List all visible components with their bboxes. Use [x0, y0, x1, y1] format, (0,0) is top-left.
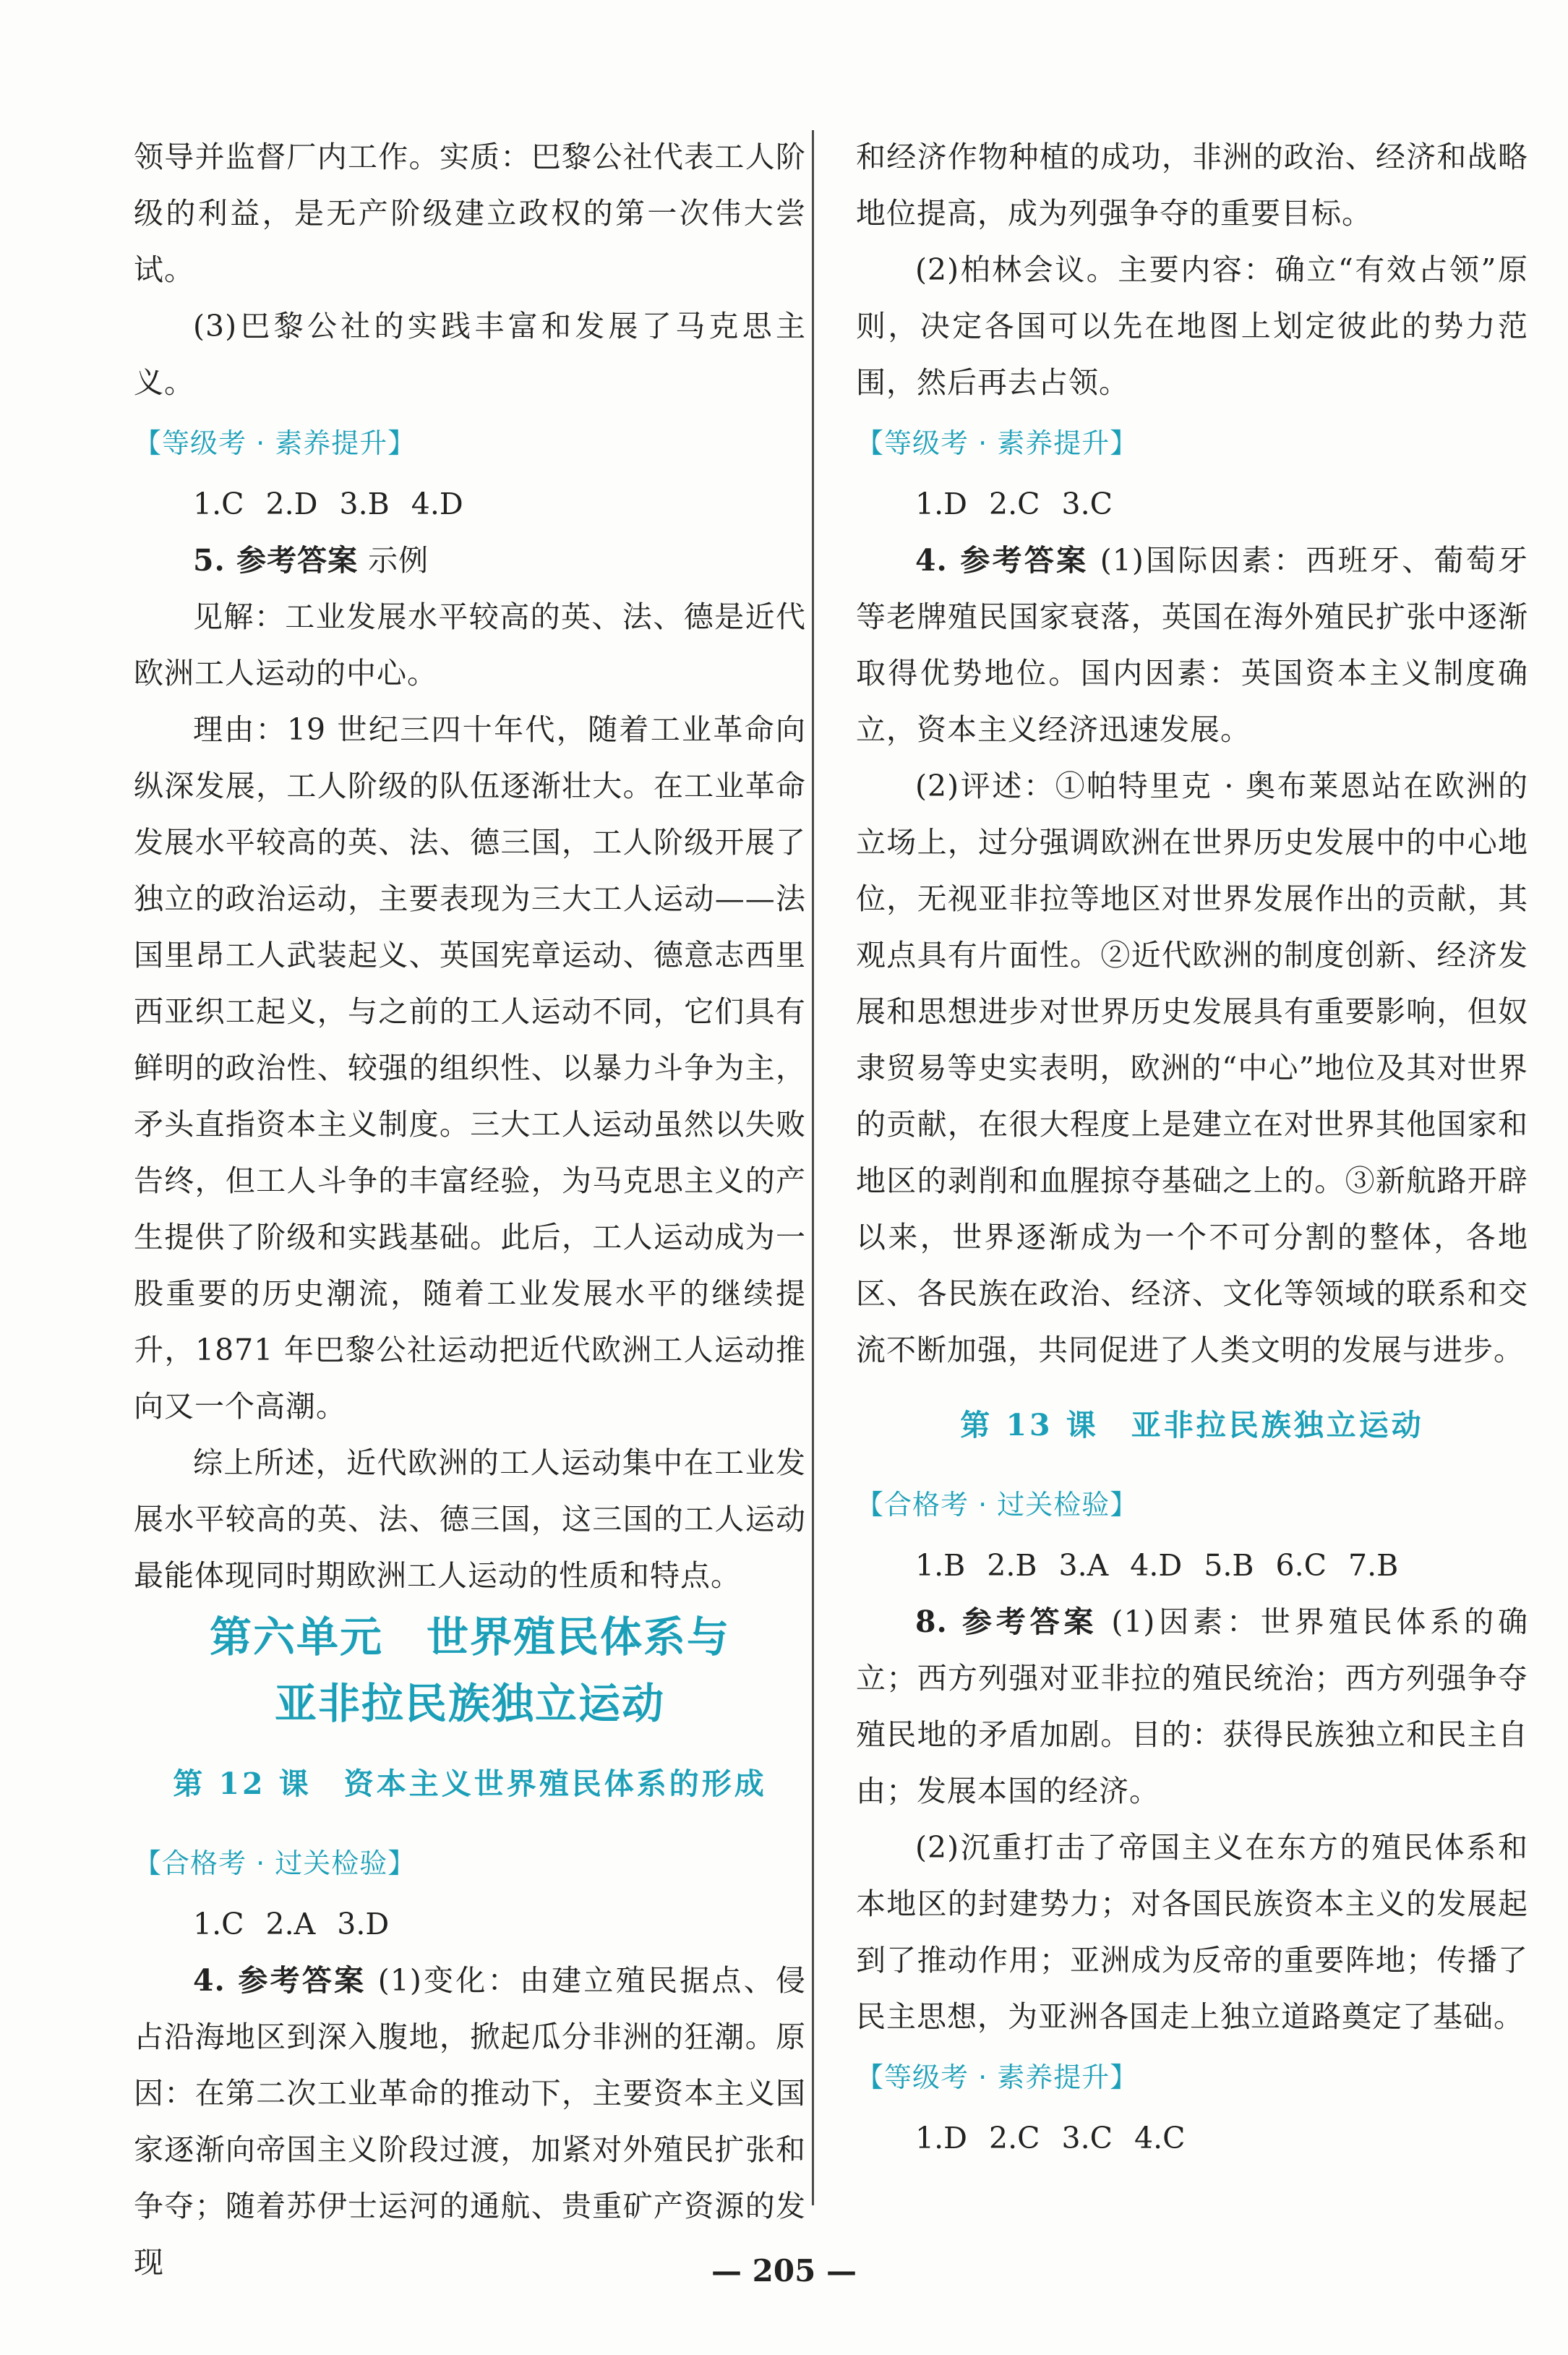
answer-label: 5. 参考答案	[193, 543, 359, 578]
answer-list	[856, 2110, 1528, 2166]
answer-label: 4. 参考答案	[193, 1963, 367, 1998]
answer-item: 2.D	[265, 487, 318, 521]
answer-note: 示例	[358, 543, 429, 578]
right-column	[856, 129, 1528, 2166]
paragraph: (2)沉重打击了帝国主义在东方的殖民体系和本地区的封建势力；对各国民族资本主义的发展起到了推动作用；亚洲成为反帝的重要阵地；传播了民主思想，为亚洲各国走上独立道路奠定了基础。	[856, 1830, 1528, 2034]
column-divider	[812, 130, 814, 2205]
unit-title-line1: 第六单元 世界殖民体系与	[209, 1612, 730, 1662]
answer-text: (1)变化：由建立殖民据点、侵占沿海地区到深入腹地，掀起瓜分非洲的狂潮。原因：在第二次工业革命的推动下，主要资本主义国家逐渐向帝国主义阶段过渡，加紧对外殖民扩张和争夺；随着苏伊士运河的通航、贵重矿产资源的发现	[134, 1963, 807, 2280]
answer-item: 3.D	[337, 1907, 390, 1941]
lesson-title: 第 13 课 亚非拉民族独立运动	[960, 1408, 1424, 1443]
answer-item: 2.B	[987, 1548, 1037, 1583]
paragraph: 和经济作物种植的成功，非洲的政治、经济和战略地位提高，成为列强争夺的重要目标。	[856, 140, 1528, 231]
answer-item: 4.C	[1134, 2121, 1186, 2155]
page-number: — 205 —	[711, 2253, 857, 2288]
answer-header	[134, 532, 806, 589]
answer-list	[134, 476, 806, 532]
answer-paragraph	[856, 532, 1528, 758]
section-heading: 【合格考 · 过关检验】	[856, 1489, 1139, 1521]
answer-list	[856, 1537, 1528, 1594]
answer-item: 2.C	[989, 2121, 1040, 2155]
answer-paragraph	[134, 1952, 806, 2291]
answer-item: 5.B	[1204, 1548, 1254, 1583]
unit-title-line2: 亚非拉民族独立运动	[274, 1679, 665, 1728]
lesson-title: 第 12 课 资本主义世界殖民体系的形成	[173, 1766, 767, 1801]
paragraph: (3)巴黎公社的实践丰富和发展了马克思主义。	[134, 309, 806, 400]
section-heading: 【等级考 · 素养提升】	[856, 2061, 1139, 2093]
answer-item: 3.C	[1061, 2121, 1113, 2155]
paragraph: 领导并监督厂内工作。实质：巴黎公社代表工人阶级的利益，是无产阶级建立政权的第一次伟大尝试。	[134, 140, 806, 287]
paragraph: 见解：工业发展水平较高的英、法、德是近代欧洲工人运动的中心。	[134, 599, 806, 691]
answer-item: 2.C	[989, 487, 1040, 521]
answer-item: 3.B	[339, 487, 390, 521]
answer-label: 4. 参考答案	[915, 543, 1089, 578]
paragraph: (2)评述：①帕特里克 · 奥布莱恩站在欧洲的立场上，过分强调欧洲在世界历史发展中的中心地位，无视亚非拉等地区对世界发展作出的贡献，其观点具有片面性。②近代欧洲的制度创新、经济发展和思想进步对世界历史发展具有重要影响，但奴隶贸易等史实表明，欧洲的“中心”地位及其对世界的贡献，在很大程度上是建立在对世界其他国家和地区的剥削和血腥掠夺基础之上的。③新航路开辟以来，世界逐渐成为一个不可分割的整体，各地区、各民族在政治、经济、文化等领域的联系和交流不断加强，共同促进了人类文明的发展与进步。	[856, 769, 1528, 1367]
paragraph: 理由：19 世纪三四十年代，随着工业革命向纵深发展，工人阶级的队伍逐渐壮大。在工业革命发展水平较高的英、法、德三国，工人阶级开展了独立的政治运动，主要表现为三大工人运动——法国里昂工人武装起义、英国宪章运动、德意志西里西亚织工起义，与之前的工人运动不同，它们具有鲜明的政治性、较强的组织性、以暴力斗争为主，矛头直指资本主义制度。三大工人运动虽然以失败告终，但工人斗争的丰富经验，为马克思主义的产生提供了阶级和实践基础。此后，工人运动成为一股重要的历史潮流，随着工业发展水平的继续提升，1871 年巴黎公社运动把近代欧洲工人运动推向又一个高潮。	[134, 712, 806, 1424]
answer-label: 8. 参考答案	[915, 1604, 1098, 1639]
answer-item: 7.B	[1348, 1548, 1399, 1583]
paragraph: 综上所述，近代欧洲的工人运动集中在工业发展水平较高的英、法、德三国，这三国的工人运动最能体现同时期欧洲工人运动的性质和特点。	[134, 1445, 806, 1593]
answer-paragraph	[856, 1594, 1528, 1819]
answer-item: 1.D	[915, 487, 967, 521]
answer-item: 3.A	[1058, 1548, 1109, 1583]
answer-item: 6.C	[1275, 1548, 1327, 1583]
section-heading: 【合格考 · 过关检验】	[134, 1847, 416, 1879]
answer-item: 1.C	[193, 1907, 244, 1941]
paragraph: (2)柏林会议。主要内容：确立“有效占领”原则，决定各国可以先在地图上划定彼此的势力范围，然后再去占领。	[856, 252, 1528, 400]
answer-item: 1.B	[915, 1548, 966, 1583]
answer-item: 1.C	[193, 487, 244, 521]
answer-list	[134, 1896, 806, 1952]
section-heading: 【等级考 · 素养提升】	[134, 427, 416, 459]
answer-list	[856, 476, 1528, 532]
answer-text: (1)因素：世界殖民体系的确立；西方列强对亚非拉的殖民统治；西方列强争夺殖民地的矛盾加剧。目的：获得民族独立和民主自由；发展本国的经济。	[856, 1604, 1528, 1808]
answer-item: 1.D	[915, 2121, 967, 2155]
answer-item: 4.D	[1130, 1548, 1183, 1583]
section-heading: 【等级考 · 素养提升】	[856, 427, 1139, 459]
answer-text: (1)国际因素：西班牙、葡萄牙等老牌殖民国家衰落，英国在海外殖民扩张中逐渐取得优势地位。国内因素：英国资本主义制度确立，资本主义经济迅速发展。	[856, 543, 1529, 747]
left-column	[134, 129, 806, 2291]
answer-item: 2.A	[265, 1907, 316, 1941]
answer-item: 4.D	[411, 487, 463, 521]
answer-item: 3.C	[1061, 487, 1113, 521]
